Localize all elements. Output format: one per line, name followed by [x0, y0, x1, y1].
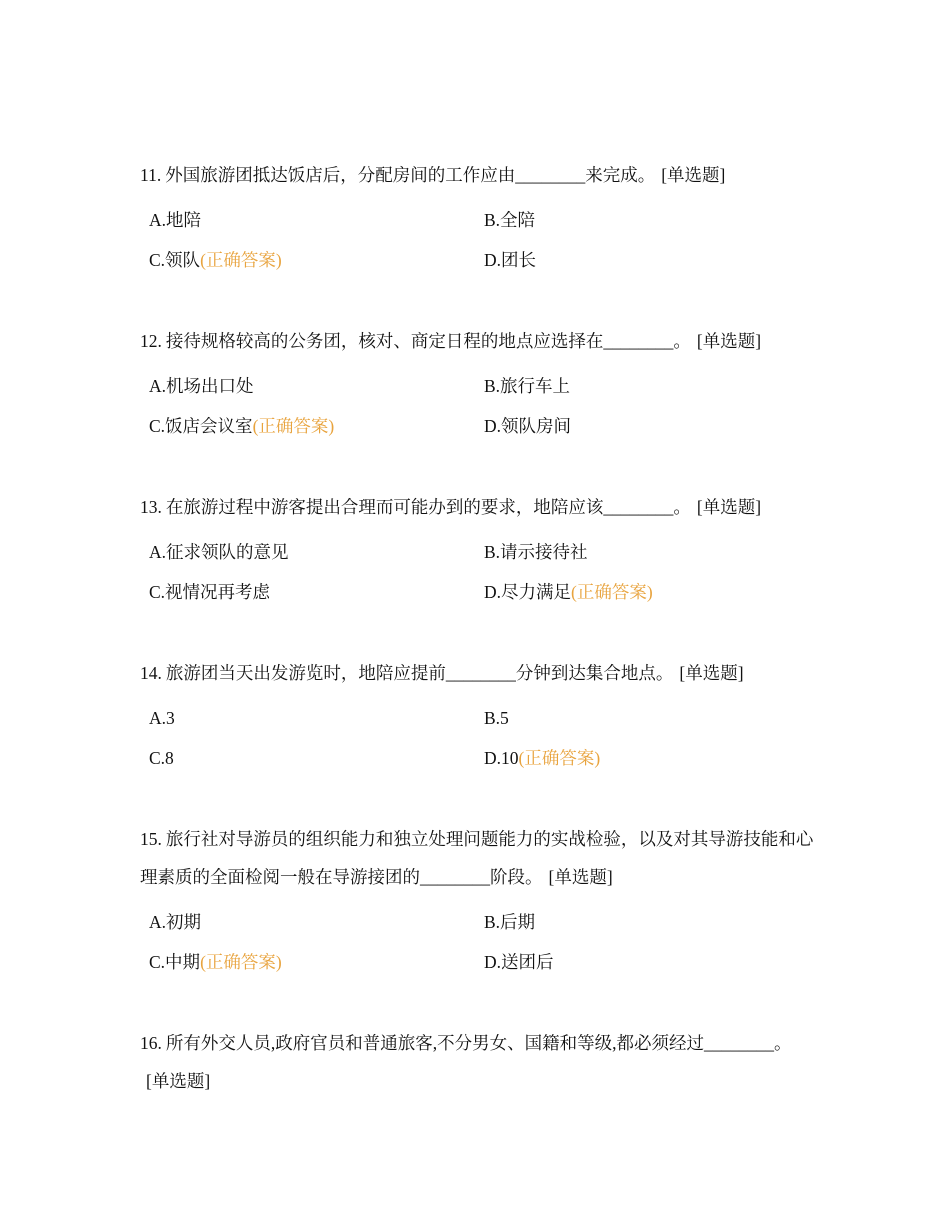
option-b	[484, 532, 819, 572]
options-grid	[149, 698, 820, 778]
option-d	[484, 240, 819, 280]
option-a	[149, 532, 484, 572]
option-text: B.后期	[484, 912, 536, 932]
option-a	[149, 200, 484, 240]
option-text: B.全陪	[484, 210, 536, 230]
spacer	[140, 446, 950, 488]
correct-answer-label: (正确答案)	[518, 748, 601, 768]
question-text: 接待规格较高的公务团，核对、商定日程的地点应选择在________。	[165, 331, 691, 351]
options-grid	[149, 366, 820, 446]
spacer	[140, 982, 950, 1024]
option-text: C.中期	[149, 952, 201, 972]
option-b	[484, 698, 819, 738]
option-text: A.征求领队的意见	[149, 542, 289, 562]
question-stem	[140, 156, 820, 194]
question-11	[140, 156, 820, 280]
question-14	[140, 654, 820, 778]
option-c	[149, 240, 484, 280]
spacer	[140, 280, 950, 322]
option-c	[149, 942, 484, 982]
question-number: 12.	[140, 331, 162, 351]
question-15	[140, 820, 820, 982]
option-a	[149, 366, 484, 406]
option-b	[484, 200, 819, 240]
question-stem	[140, 1024, 820, 1100]
question-number: 13.	[140, 497, 162, 517]
option-text: D.送团后	[484, 952, 554, 972]
correct-answer-label: (正确答案)	[200, 250, 282, 270]
option-a	[149, 902, 484, 942]
question-text: 旅行社对导游员的组织能力和独立处理问题能力的实战检验，以及对其导游技能和心理素质的全面检阅一般在导游接团的________阶段。	[140, 829, 814, 887]
question-type: [单选题]	[696, 497, 762, 517]
options-grid	[149, 200, 820, 280]
option-text: B.请示接待社	[484, 542, 588, 562]
option-text: A.初期	[149, 912, 202, 932]
correct-answer-label: (正确答案)	[200, 952, 282, 972]
question-type: [单选题]	[548, 867, 613, 887]
option-text: B.5	[484, 708, 509, 728]
correct-answer-label: (正确答案)	[571, 582, 653, 602]
option-text: D.领队房间	[484, 416, 572, 436]
question-type: [单选题]	[679, 663, 744, 683]
option-text: D.团长	[484, 250, 537, 270]
question-stem	[140, 488, 820, 526]
option-text: D.尽力满足	[484, 582, 572, 602]
option-text: C.视情况再考虑	[149, 582, 271, 602]
question-number: 14.	[140, 663, 162, 683]
question-16	[140, 1024, 820, 1100]
option-c	[149, 406, 484, 446]
correct-answer-label: (正确答案)	[252, 416, 335, 436]
option-d	[484, 406, 819, 446]
option-a	[149, 698, 484, 738]
option-text: C.领队	[149, 250, 201, 270]
spacer	[140, 612, 950, 654]
question-stem	[140, 654, 820, 692]
option-d	[484, 942, 819, 982]
option-text: C.饭店会议室	[149, 416, 253, 436]
option-c	[149, 738, 484, 778]
question-number: 11.	[140, 165, 162, 185]
spacer	[140, 778, 950, 820]
option-text: D.10	[484, 748, 519, 768]
question-type: [单选题]	[696, 331, 762, 351]
question-type: [单选题]	[146, 1071, 211, 1091]
option-b	[484, 902, 819, 942]
option-b	[484, 366, 819, 406]
question-text: 外国旅游团抵达饭店后，分配房间的工作应由________来完成。	[165, 165, 656, 185]
question-text: 旅游团当天出发游览时，地陪应提前________分钟到达集合地点。	[165, 663, 674, 683]
question-text: 在旅游过程中游客提出合理而可能办到的要求，地陪应该________。	[165, 497, 691, 517]
question-number: 15.	[140, 829, 162, 849]
question-12	[140, 322, 820, 446]
question-type: [单选题]	[661, 165, 726, 185]
options-grid	[149, 532, 820, 612]
option-d	[484, 572, 819, 612]
option-text: C.8	[149, 748, 174, 768]
question-13	[140, 488, 820, 612]
option-text: B.旅行车上	[484, 376, 571, 396]
options-grid	[149, 902, 820, 982]
question-number: 16.	[140, 1033, 162, 1053]
question-stem	[140, 322, 820, 360]
option-c	[149, 572, 484, 612]
option-text: A.地陪	[149, 210, 202, 230]
question-text: 所有外交人员,政府官员和普通旅客,不分男女、国籍和等级,都必须经过________。	[165, 1033, 792, 1053]
option-text: A.3	[149, 708, 175, 728]
question-stem	[140, 820, 820, 896]
option-text: A.机场出口处	[149, 376, 254, 396]
option-d	[484, 738, 819, 778]
